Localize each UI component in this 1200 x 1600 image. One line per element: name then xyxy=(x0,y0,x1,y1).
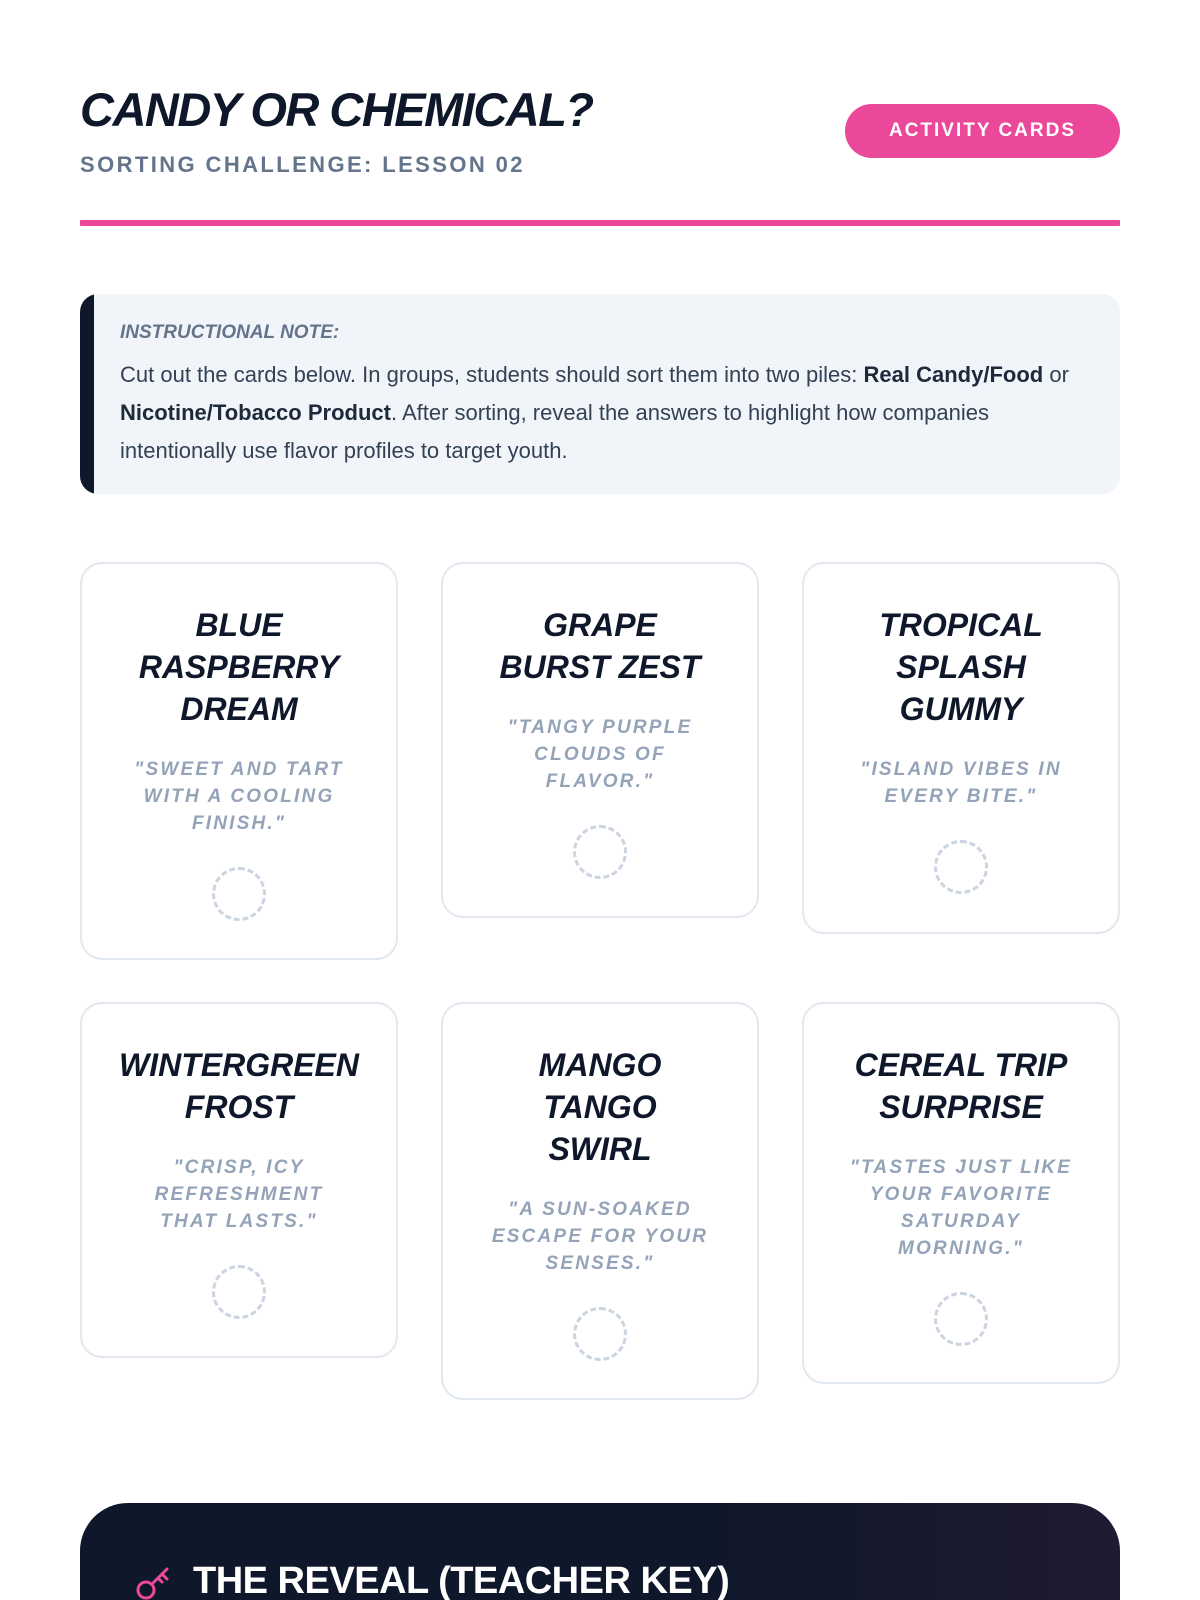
page-subtitle: SORTING CHALLENGE: LESSON 02 xyxy=(80,152,525,177)
flavor-card-4[interactable] xyxy=(80,1002,398,1358)
card-title: WINTERGREEN FROST xyxy=(119,1047,359,1125)
note-bold-candy: Real Candy/Food xyxy=(863,362,1044,387)
instructional-note xyxy=(80,294,1120,494)
card-description: "CRISP, ICY REFRESHMENT THAT LASTS." xyxy=(154,1157,324,1232)
page-header xyxy=(80,84,1120,184)
card-title: GRAPE BURST ZEST xyxy=(499,607,701,685)
header-divider xyxy=(80,220,1120,226)
note-bold-nicotine: Nicotine/Tobacco Product xyxy=(120,400,391,425)
activity-cards-badge: ACTIVITY CARDS xyxy=(845,104,1120,158)
flavor-card-2[interactable] xyxy=(441,562,759,918)
note-text xyxy=(120,356,1090,470)
note-label: INSTRUCTIONAL NOTE: xyxy=(120,322,340,343)
sort-marker-circle[interactable] xyxy=(934,1292,988,1346)
sort-marker-circle[interactable] xyxy=(573,1307,627,1361)
flavor-card-1[interactable] xyxy=(80,562,398,960)
flavor-card-6[interactable] xyxy=(802,1002,1120,1384)
note-text-part: or xyxy=(1043,362,1069,387)
key-icon xyxy=(134,1563,174,1600)
card-title: MANGO TANGO SWIRL xyxy=(538,1047,662,1167)
card-title: CEREAL TRIP SURPRISE xyxy=(854,1047,1068,1125)
card-description: "ISLAND VIBES IN EVERY BITE." xyxy=(860,759,1062,807)
flavor-card-3[interactable] xyxy=(802,562,1120,934)
teacher-key-title: THE REVEAL (TEACHER KEY) xyxy=(193,1560,730,1600)
card-description: "SWEET AND TART WITH A COOLING FINISH." xyxy=(134,759,344,834)
sort-marker-circle[interactable] xyxy=(573,825,627,879)
sort-marker-circle[interactable] xyxy=(934,840,988,894)
flavor-card-5[interactable] xyxy=(441,1002,759,1400)
page-title: CANDY OR CHEMICAL? xyxy=(80,83,593,136)
card-description: "TANGY PURPLE CLOUDS OF FLAVOR." xyxy=(507,717,693,792)
card-title: TROPICAL SPLASH GUMMY xyxy=(879,607,1043,727)
card-description: "TASTES JUST LIKE YOUR FAVORITE SATURDAY MORNING." xyxy=(849,1157,1073,1259)
sort-marker-circle[interactable] xyxy=(212,1265,266,1319)
note-text-part: . After sorting, reveal the answers to highlight how companies intentionally use flavor profiles to target youth. xyxy=(120,400,989,463)
teacher-key-panel xyxy=(80,1503,1120,1600)
sort-marker-circle[interactable] xyxy=(212,867,266,921)
card-description: "A SUN-SOAKED ESCAPE FOR YOUR SENSES." xyxy=(491,1199,709,1274)
card-title: BLUE RASPBERRY DREAM xyxy=(138,607,340,727)
note-text-part: Cut out the cards below. In groups, students should sort them into two piles: xyxy=(120,362,864,387)
